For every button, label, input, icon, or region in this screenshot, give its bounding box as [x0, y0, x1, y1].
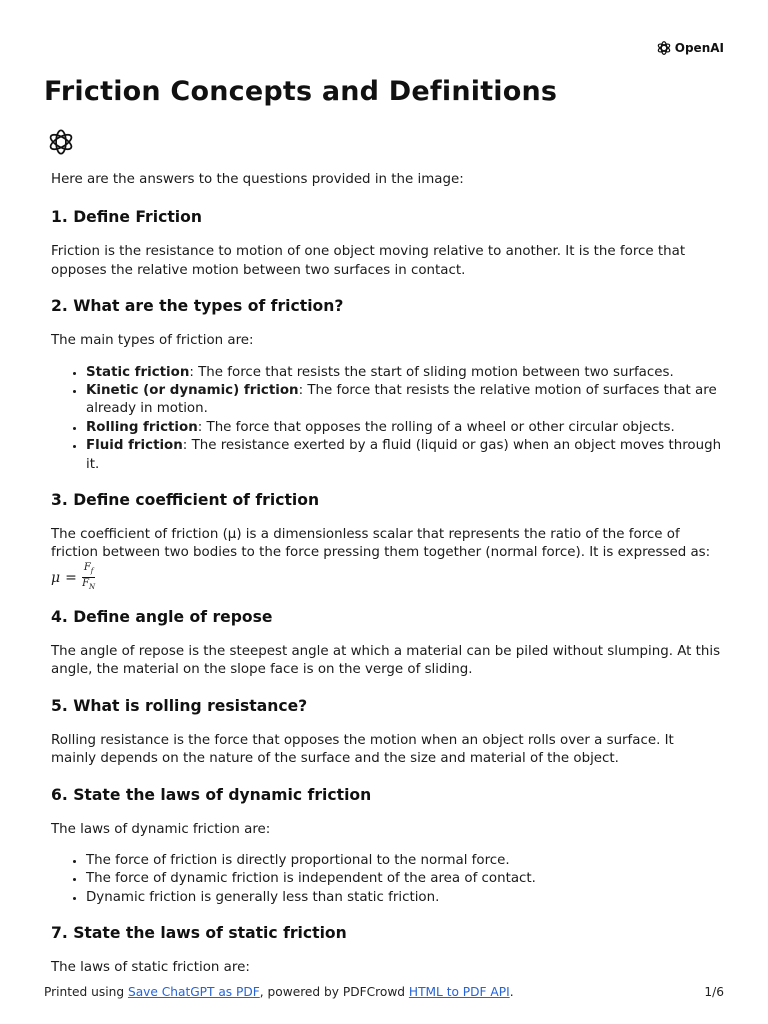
save-chatgpt-link[interactable]: Save ChatGPT as PDF [127, 985, 260, 999]
formula-denominator: $F_N$ [82, 578, 96, 592]
list-item: • The force of friction is directly proportional to the normal force. [86, 852, 723, 870]
heading-types-of-friction: 2. What are the types of friction? [51, 297, 344, 316]
heading-rolling-resistance: 5. What is rolling resistance? [51, 696, 308, 715]
list-item [86, 419, 723, 437]
paragraph-define-friction: Friction is the resistance to motion of one object moving relative to another. It is the force that opposes the relative motion between two surfaces in contact. [51, 244, 686, 278]
page-title: Friction Concepts and Definitions [44, 76, 558, 107]
intro-text: Here are the answers to the questions provided in the image: [51, 172, 464, 187]
coefficient-formula [51, 563, 723, 593]
page-number: 1/6 [704, 985, 724, 999]
formula-mu: μ [51, 569, 61, 586]
term-fluid: Fluid friction [86, 438, 183, 454]
term-rolling: Rolling friction [86, 419, 198, 435]
brand-name: OpenAI [674, 41, 724, 55]
heading-coefficient: 3. Define coefficient of friction [51, 491, 320, 510]
list-item: • The force of dynamic friction is independent of the area of contact. [86, 870, 723, 888]
term-kinetic: Kinetic (or dynamic) friction [86, 383, 299, 399]
paragraph-coefficient: The coefficient of friction (μ) is a dimensionless scalar that represents the ratio of the force of friction between two bodies to the force pressing them together (normal force). It is expressed as: [51, 527, 711, 561]
dynamic-laws-list [51, 852, 723, 907]
openai-logo-icon [656, 40, 672, 56]
paragraph-angle-of-repose: The angle of repose is the steepest angle at which a material can be piled without slumping. At this angle, the material on the slope face is on the verge of sliding. [51, 643, 721, 678]
brand [656, 40, 724, 56]
heading-define-friction: 1. Define Friction [51, 208, 202, 227]
desc-kinetic: : The force that resists the relative motion of surfaces that are already in motion. [86, 383, 717, 417]
list-item [86, 364, 723, 382]
chatgpt-avatar-icon [47, 128, 75, 156]
answer-content [51, 171, 723, 978]
formula-numerator: $F_f$ [82, 562, 96, 578]
types-list [51, 364, 723, 474]
footer-credit: Printed using Save ChatGPT as PDF, powered by PDFCrowd HTML to PDF API. [44, 985, 514, 999]
desc-fluid: : The resistance exerted by a fluid (liquid or gas) when an object moves through it. [86, 438, 722, 472]
formula-fraction [82, 562, 96, 593]
desc-static: : The force that resists the start of sliding motion between two surfaces. [189, 364, 674, 380]
list-item: • Dynamic friction is generally less than static friction. [86, 889, 723, 907]
list-item [86, 382, 723, 419]
heading-angle-of-repose: 4. Define angle of repose [51, 607, 273, 626]
paragraph-rolling-resistance: Rolling resistance is the force that opposes the motion when an object rolls over a surface. It mainly depends on the nature of the surface and the size and material of the object. [51, 732, 674, 767]
heading-dynamic-laws: 6. State the laws of dynamic friction [51, 785, 372, 804]
formula-equals: = [65, 569, 77, 586]
heading-static-laws: 7. State the laws of static friction [51, 924, 347, 943]
footer [44, 985, 724, 999]
paragraph-dynamic-laws: The laws of dynamic friction are: [51, 821, 271, 837]
paragraph-static-laws: The laws of static friction are: [51, 960, 250, 976]
html-to-pdf-link[interactable]: HTML to PDF API [408, 985, 510, 999]
term-static: Static friction [86, 364, 190, 380]
desc-rolling: : The force that opposes the rolling of a wheel or other circular objects. [197, 419, 675, 435]
list-item [86, 437, 723, 474]
paragraph-types-of-friction: The main types of friction are: [51, 333, 254, 349]
